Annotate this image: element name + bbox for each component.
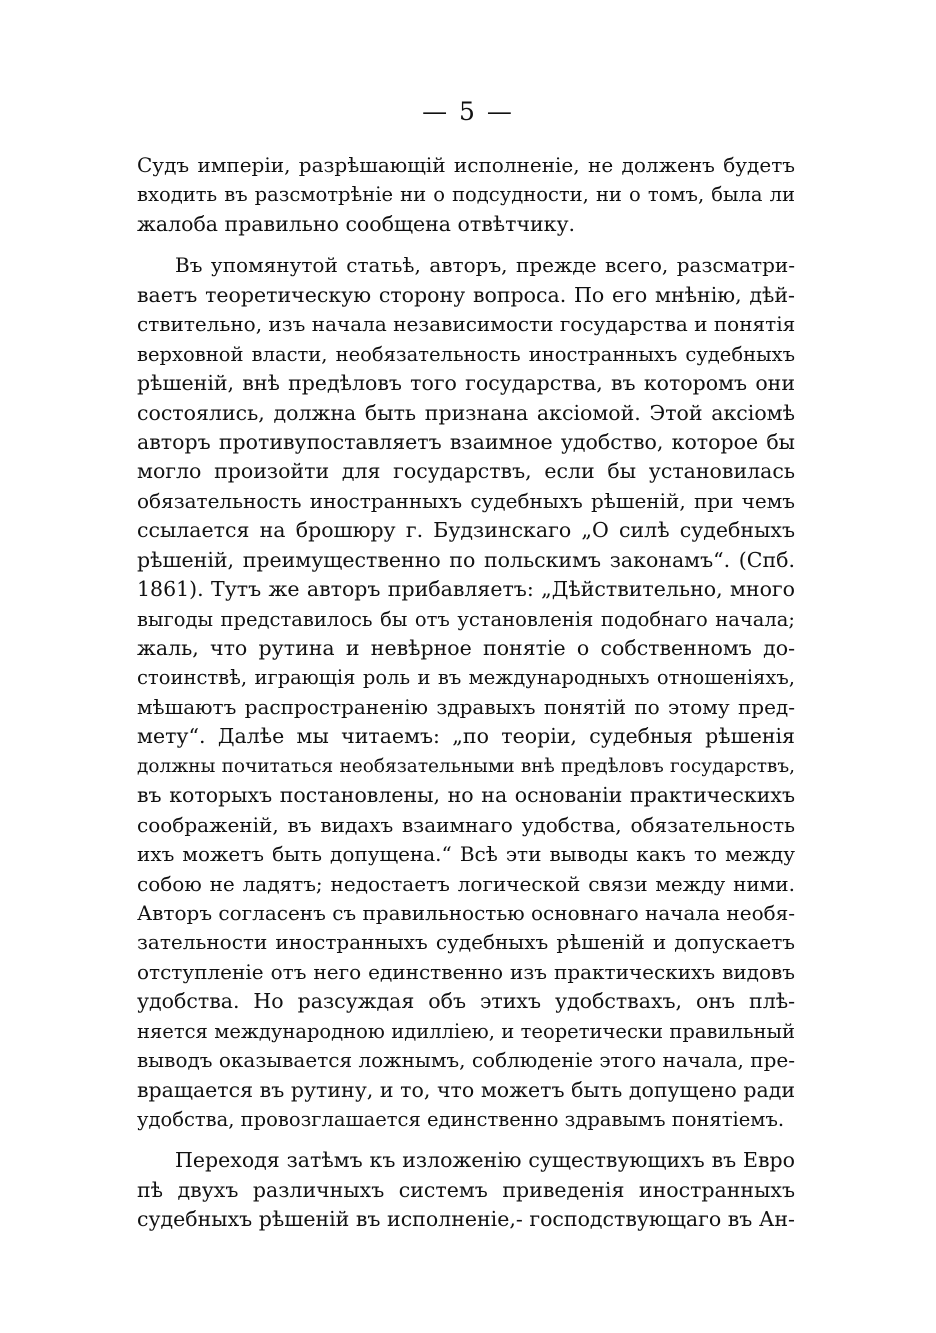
text-line: обязательность иностранныхъ судебныхъ рѣшеній, при чемъ bbox=[137, 488, 795, 513]
text-line: Переходя затѣмъ къ изложенію существующихъ въ Евро bbox=[175, 1148, 795, 1173]
text-line: няется международною идилліею, и теоретически правильный bbox=[137, 1019, 795, 1043]
text-line: Авторъ согласенъ съ правильностью основнаго начала необя- bbox=[137, 900, 795, 925]
text-line: ствительно, изъ начала независимости государства и понятія bbox=[137, 312, 795, 337]
text-line: вращается въ рутину, и то, что можетъ быть допущено ради bbox=[137, 1077, 795, 1102]
text-line: Судъ имперіи, разрѣшающій исполненіе, не долженъ будетъ bbox=[137, 153, 795, 177]
text-line: жаль, что рутина и невѣрное понятіе о собственномъ до- bbox=[137, 636, 795, 660]
text-line: отступленіе отъ него единственно изъ практическихъ видовъ bbox=[137, 959, 795, 984]
text-line: входить въ разсмотрѣніе ни о подсудности, ни о томъ, была ли bbox=[137, 183, 795, 207]
text-line: мету“. Далѣе мы читаемъ: „по теоріи, судебныя рѣшенія bbox=[137, 724, 795, 749]
text-line: ихъ можетъ быть допущена.“ Всѣ эти выводы какъ то между bbox=[137, 842, 795, 867]
paragraph-2 bbox=[137, 251, 795, 1134]
paragraph-3 bbox=[137, 1146, 795, 1234]
text-line: могло произойти для государствъ, если бы установилась bbox=[137, 459, 795, 484]
text-line: собою не ладятъ; недостаетъ логической связи между ними. bbox=[137, 871, 795, 896]
text-line: ссылается на брошюру г. Будзинскаго „О силѣ судебныхъ bbox=[137, 518, 795, 543]
paragraph-1 bbox=[137, 151, 795, 239]
page-text bbox=[137, 151, 795, 1235]
text-line: верховной власти, необязательность иностранныхъ судебныхъ bbox=[137, 342, 795, 366]
text-line: стоинствѣ, играющія роль и въ международныхъ отношеніяхъ, bbox=[137, 666, 795, 690]
text-line: должны почитаться необязательными внѣ предѣловъ государствъ, bbox=[137, 755, 795, 777]
text-line: Въ упомянутой статьѣ, авторъ, прежде всего, разсматри- bbox=[175, 253, 795, 278]
text-line: въ которыхъ постановлены, но на основаніи практическихъ bbox=[137, 783, 795, 808]
text-line: авторъ противупоставляетъ взаимное удобство, которое бы bbox=[137, 429, 795, 454]
text-line: выводъ оказывается ложнымъ, соблюденіе этого начала, пре- bbox=[137, 1048, 795, 1073]
text-line: пѣ двухъ различныхъ системъ приведенія иностранныхъ bbox=[137, 1177, 795, 1202]
text-line: судебныхъ рѣшеній въ исполненіе,- господствующаго въ Ан- bbox=[137, 1207, 795, 1232]
text-line: выгоды представилось бы отъ установленія подобнаго начала; bbox=[137, 607, 795, 631]
text-line: жалоба правильно сообщена отвѣтчику. bbox=[137, 211, 576, 236]
text-line: удобства. Но разсуждая объ этихъ удобствахъ, онъ плѣ- bbox=[137, 989, 795, 1014]
text-line: состоялись, должна быть признана аксіомой. Этой аксіомѣ bbox=[137, 400, 795, 425]
text-line: соображеній, въ видахъ взаимнаго удобства, обязательность bbox=[137, 812, 795, 837]
text-line: зательности иностранныхъ судебныхъ рѣшеній и допускаетъ bbox=[137, 930, 795, 955]
text-line: рѣшеній, внѣ предѣловъ того государства, въ которомъ они bbox=[137, 371, 795, 396]
paragraph-gap bbox=[137, 239, 795, 251]
text-line: удобства, провозглашается единственно здравымъ понятіемъ. bbox=[137, 1108, 785, 1131]
text-line: ваетъ теоретическую сторону вопроса. По его мнѣнію, дѣй- bbox=[137, 282, 795, 307]
text-line: мѣшаютъ распространенію здравыхъ понятій по этому пред- bbox=[137, 694, 795, 719]
text-line: 1861). Тутъ же авторъ прибавляетъ: „Дѣйствительно, много bbox=[137, 577, 795, 602]
text-line: рѣшеній, преимущественно по польскимъ законамъ“. (Спб. bbox=[137, 547, 795, 572]
paragraph-gap bbox=[137, 1134, 795, 1146]
page-number: — 5 — bbox=[422, 97, 514, 126]
